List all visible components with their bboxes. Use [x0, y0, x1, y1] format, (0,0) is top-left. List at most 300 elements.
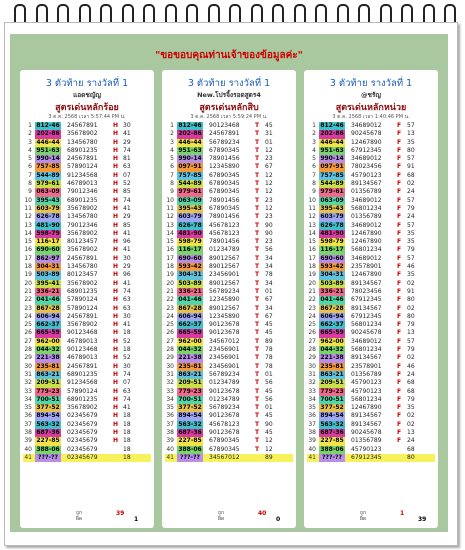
- formula-digits: 01356789: [351, 370, 382, 378]
- formula-digits: 79012346: [67, 188, 98, 196]
- row-index: 4: [312, 146, 316, 154]
- result-row: [165, 197, 293, 205]
- winning-number: 779-23: [320, 387, 344, 395]
- result-row: [165, 313, 293, 321]
- row-index: 14: [24, 229, 32, 237]
- row-index: 34: [24, 395, 32, 403]
- result-row: [307, 213, 435, 221]
- formula-pair: 45: [265, 428, 273, 436]
- formula-mark: F: [397, 221, 402, 229]
- winning-number: 116-17: [320, 246, 344, 254]
- formula-mark: T: [255, 180, 260, 188]
- winning-number: 687-36: [36, 428, 60, 436]
- formula-digits: 90123678: [209, 321, 240, 329]
- result-row: [307, 180, 435, 188]
- formula-digits: 01356789: [351, 188, 382, 196]
- row-index: 1: [170, 122, 174, 129]
- formula-digits: 35678902: [67, 130, 98, 138]
- formula-digits: 34567012: [209, 453, 240, 461]
- winning-number: 598-79: [36, 229, 60, 237]
- formula-mark: H: [113, 229, 119, 237]
- card-author: แอดชญัญ: [73, 91, 101, 99]
- formula-mark: T: [255, 321, 260, 329]
- row-index: 32: [166, 379, 174, 387]
- formula-mark: F: [397, 437, 402, 445]
- row-index: 23: [24, 304, 32, 312]
- row-index: 9: [28, 188, 32, 196]
- formula-mark: F: [397, 171, 402, 179]
- result-row: [165, 412, 293, 420]
- result-row: [307, 329, 435, 337]
- result-row: [307, 446, 435, 454]
- formula-pair: 90: [265, 420, 273, 428]
- formula-mark: F: [397, 263, 402, 271]
- row-index: 8: [312, 180, 316, 188]
- formula-mark: F: [397, 279, 402, 287]
- formula-pair: 29: [123, 213, 131, 221]
- formula-pair: 02: [407, 420, 415, 428]
- formula-mark: H: [113, 362, 119, 370]
- winning-number: 377-52: [178, 404, 202, 412]
- thanks-header: "ขอขอบคุณท่านเจ้าของข้อมูลค่ะ": [155, 50, 303, 61]
- formula-mark: T: [255, 404, 260, 412]
- formula-mark: F: [397, 379, 402, 387]
- formula-pair: 01: [265, 370, 273, 378]
- formula-mark: F: [397, 163, 402, 171]
- result-rows: [23, 122, 151, 462]
- formula-mark: H: [113, 337, 119, 345]
- row-index: 21: [166, 287, 174, 295]
- winning-number: 395-43: [320, 204, 344, 212]
- row-index: 26: [166, 329, 174, 337]
- row-index: 38: [166, 428, 174, 436]
- result-row: [23, 197, 151, 205]
- formula-digits: 02345679: [67, 412, 98, 420]
- formula-mark: T: [255, 395, 260, 403]
- result-row: [165, 205, 293, 213]
- result-rows: [165, 122, 293, 462]
- winning-number: 395-41: [36, 279, 60, 287]
- formula-pair: 79: [407, 246, 415, 254]
- winning-number: 812-46: [320, 122, 344, 129]
- formula-pair: 13: [407, 329, 415, 337]
- row-index: 10: [166, 196, 174, 204]
- formula-pair: 35: [407, 238, 415, 246]
- formula-pair: 12: [265, 146, 273, 154]
- formula-digits: 12467890: [351, 271, 382, 279]
- formula-pair: 96: [123, 271, 131, 279]
- formula-mark: F: [397, 304, 402, 312]
- formula-digits: 78023456: [351, 163, 382, 171]
- formula-card-hundreds: [20, 70, 154, 528]
- row-index: 27: [166, 337, 174, 345]
- card-footer: [20, 510, 154, 524]
- winning-number: 563-32: [320, 420, 344, 428]
- formula-mark: F: [397, 196, 402, 204]
- result-row: [23, 429, 151, 437]
- result-row: [23, 421, 151, 429]
- row-index: 25: [166, 321, 174, 329]
- result-row: [23, 437, 151, 445]
- winning-number: 377-52: [320, 404, 344, 412]
- formula-pair: 12: [265, 437, 273, 445]
- formula-pair: 41: [123, 404, 131, 412]
- hit-label: ถูก: [360, 510, 367, 516]
- result-row: [307, 412, 435, 420]
- card-author: New.โปรจิ้งรอดสูตร4: [197, 91, 261, 99]
- formula-mark: H: [113, 312, 119, 320]
- winning-number: 593-42: [178, 263, 202, 271]
- winning-number: 812-46: [178, 122, 202, 129]
- formula-mark: T: [255, 196, 260, 204]
- formula-mark: T: [255, 130, 260, 138]
- formula-mark: H: [113, 404, 119, 412]
- winning-number: 336-21: [320, 287, 344, 295]
- row-index: 33: [308, 387, 316, 395]
- formula-digits: 35678902: [67, 404, 98, 412]
- winning-number: 894-54: [178, 412, 202, 420]
- row-index: 41: [166, 453, 174, 461]
- row-index: 28: [308, 346, 316, 354]
- result-row: [23, 296, 151, 304]
- winning-number: 690-60: [178, 254, 202, 262]
- row-index: 19: [24, 271, 32, 279]
- row-index: 3: [170, 138, 174, 146]
- result-row: [307, 321, 435, 329]
- winning-number: 779-23: [36, 387, 60, 395]
- row-index: 15: [166, 238, 174, 246]
- result-row: [307, 305, 435, 313]
- formula-digits: 02345679: [67, 428, 98, 436]
- formula-digits: 90123678: [209, 412, 240, 420]
- formula-pair: 18: [123, 329, 131, 337]
- card-formula-name: สูตรเด่นหลักร้อย: [55, 103, 119, 113]
- result-row: [165, 354, 293, 362]
- result-row: [307, 222, 435, 230]
- formula-pair: 68: [407, 379, 415, 387]
- result-row: [165, 404, 293, 412]
- result-row: [23, 122, 151, 130]
- miss-label: ผิด: [360, 516, 367, 522]
- row-index: 22: [166, 296, 174, 304]
- row-index: 37: [166, 420, 174, 428]
- winning-number: 603-79: [320, 213, 344, 221]
- formula-digits: 79012346: [67, 221, 98, 229]
- winning-number: 606-94: [36, 312, 60, 320]
- row-index: 28: [24, 346, 32, 354]
- card-formula-name: สูตรเด่นหลักหน่วย: [335, 103, 407, 113]
- winning-number: 041-46: [320, 296, 344, 304]
- formula-pair: 78: [265, 346, 273, 354]
- formula-digits: 80123457: [67, 238, 98, 246]
- row-index: 3: [28, 138, 32, 146]
- result-row: [23, 155, 151, 163]
- result-row: [307, 388, 435, 396]
- formula-pair: 41: [123, 130, 131, 138]
- formula-pair: 68: [407, 171, 415, 179]
- result-row: [307, 255, 435, 263]
- winning-number: 626-78: [36, 213, 60, 221]
- formula-digits: 56801234: [351, 346, 382, 354]
- card-date: 3 ต.ค. 2568 เวลา 5:59:24 PM น.: [190, 114, 268, 120]
- winning-number: 951-63: [36, 146, 60, 154]
- winning-number: 700-51: [36, 395, 60, 403]
- formula-mark: F: [397, 238, 402, 246]
- formula-mark: T: [255, 238, 260, 246]
- formula-pair: 18: [123, 412, 131, 420]
- formula-pair: 78: [265, 362, 273, 370]
- row-index: 41: [308, 453, 316, 461]
- result-row: [307, 396, 435, 404]
- formula-pair: 57: [407, 254, 415, 262]
- formula-mark: H: [113, 238, 119, 246]
- winning-number: 867-28: [178, 304, 202, 312]
- result-row: [165, 130, 293, 138]
- formula-digits: 24567891: [67, 312, 98, 320]
- winning-number: 544-89: [178, 180, 202, 188]
- row-index: 16: [24, 246, 32, 254]
- row-index: 2: [28, 130, 32, 138]
- formula-pair: 85: [123, 221, 131, 229]
- formula-digits: 57890124: [67, 304, 98, 312]
- winning-number: 202-86: [178, 130, 202, 138]
- formula-digits: 01234789: [209, 379, 240, 387]
- result-row: [23, 139, 151, 147]
- formula-mark: F: [397, 204, 402, 212]
- row-index: 20: [308, 279, 316, 287]
- row-index: 33: [166, 387, 174, 395]
- formula-digits: 67912345: [351, 296, 382, 304]
- formula-digits: 90123678: [209, 329, 240, 337]
- row-index: 19: [166, 271, 174, 279]
- row-index: 24: [166, 312, 174, 320]
- row-index: 32: [308, 379, 316, 387]
- formula-mark: H: [113, 321, 119, 329]
- winning-number: 209-51: [178, 379, 202, 387]
- row-index: 21: [308, 287, 316, 295]
- winning-number: 336-21: [178, 287, 202, 295]
- winning-number: 563-32: [178, 420, 202, 428]
- result-row: [307, 296, 435, 304]
- winning-number: 867-28: [320, 304, 344, 312]
- formula-mark: T: [255, 155, 260, 163]
- formula-mark: H: [113, 171, 119, 179]
- winning-number: 862-97: [36, 254, 60, 262]
- winning-number: 116-17: [178, 246, 202, 254]
- formula-digits: 67890345: [209, 445, 240, 453]
- formula-mark: T: [255, 122, 260, 129]
- winning-number: 227-85: [36, 437, 60, 445]
- result-row: [165, 346, 293, 354]
- winning-number: 304-31: [36, 263, 60, 271]
- winning-number: 598-79: [320, 238, 344, 246]
- result-row: [165, 454, 293, 462]
- formula-mark: H: [113, 180, 119, 188]
- winning-number: 044-32: [178, 346, 202, 354]
- formula-pair: 13: [407, 428, 415, 436]
- result-row: [307, 205, 435, 213]
- card-formula-name: สูตรเด่นหลักสิบ: [199, 103, 259, 113]
- formula-digits: 45678123: [209, 229, 240, 237]
- result-row: [165, 172, 293, 180]
- formula-mark: F: [397, 213, 402, 221]
- formula-card-tens: [162, 70, 296, 528]
- formula-digits: 91234568: [67, 379, 98, 387]
- formula-mark: H: [113, 130, 119, 138]
- result-row: [307, 230, 435, 238]
- row-index: 30: [166, 362, 174, 370]
- formula-mark: H: [113, 304, 119, 312]
- formula-mark: F: [397, 337, 402, 345]
- formula-mark: T: [255, 171, 260, 179]
- result-row: [307, 130, 435, 138]
- row-index: 36: [166, 412, 174, 420]
- formula-digits: 78901456: [209, 238, 240, 246]
- row-index: 29: [308, 354, 316, 362]
- hit-label: ถูก: [76, 510, 83, 516]
- formula-pair: 01: [265, 138, 273, 146]
- hit-count: 1: [400, 510, 405, 517]
- formula-digits: 90123468: [67, 329, 98, 337]
- result-row: [307, 139, 435, 147]
- formula-mark: T: [255, 279, 260, 287]
- winning-number: 863-21: [36, 370, 60, 378]
- formula-digits: 01234789: [209, 246, 240, 254]
- formula-mark: F: [397, 412, 402, 420]
- row-index: 5: [312, 155, 316, 163]
- miss-label: ผิด: [76, 516, 83, 522]
- formula-pair: 12: [265, 180, 273, 188]
- result-row: [307, 379, 435, 387]
- formula-pair: 02: [407, 304, 415, 312]
- formula-pair: 78: [265, 271, 273, 279]
- formula-mark: T: [255, 412, 260, 420]
- formula-mark: H: [113, 296, 119, 304]
- formula-pair: 18: [123, 420, 131, 428]
- result-row: [23, 280, 151, 288]
- formula-pair: 68: [407, 387, 415, 395]
- winning-number: 503-89: [320, 279, 344, 287]
- formula-digits: 46789013: [67, 354, 98, 362]
- result-row: [23, 446, 151, 454]
- row-index: 41: [24, 453, 32, 461]
- formula-mark: T: [255, 346, 260, 354]
- formula-mark: H: [113, 271, 119, 279]
- row-index: 33: [24, 387, 32, 395]
- formula-digits: 56789234: [209, 370, 240, 378]
- formula-digits: 34689012: [351, 254, 382, 262]
- winning-number: 227-85: [178, 437, 202, 445]
- row-index: 39: [166, 437, 174, 445]
- result-row: [165, 388, 293, 396]
- result-row: [165, 246, 293, 254]
- row-index: 10: [24, 196, 32, 204]
- winning-number: 209-51: [36, 379, 60, 387]
- winning-number: 779-23: [178, 387, 202, 395]
- formula-pair: 29: [123, 263, 131, 271]
- formula-mark: T: [255, 437, 260, 445]
- formula-digits: 45790123: [351, 387, 382, 395]
- winning-number: 990-14: [36, 155, 60, 163]
- formula-digits: 56789234: [209, 138, 240, 146]
- row-index: 12: [24, 213, 32, 221]
- row-index: 8: [170, 180, 174, 188]
- formula-pair: 24: [407, 188, 415, 196]
- winning-number: 221-38: [320, 354, 344, 362]
- winning-number: 388-06: [178, 445, 202, 453]
- result-row: [23, 180, 151, 188]
- row-index: 37: [308, 420, 316, 428]
- formula-digits: 89012567: [209, 254, 240, 262]
- formula-pair: 79: [407, 204, 415, 212]
- row-index: 13: [24, 221, 32, 229]
- result-row: [23, 371, 151, 379]
- winning-number: 690-60: [36, 246, 60, 254]
- formula-pair: 12: [265, 445, 273, 453]
- result-row: [307, 155, 435, 163]
- row-index: 36: [24, 412, 32, 420]
- formula-digits: 12345890: [209, 312, 240, 320]
- row-index: 36: [308, 412, 316, 420]
- formula-mark: H: [113, 354, 119, 362]
- formula-digits: 45678123: [209, 221, 240, 229]
- result-row: [307, 346, 435, 354]
- row-index: 2: [312, 130, 316, 138]
- row-index: 1: [312, 122, 316, 129]
- row-index: 4: [28, 146, 32, 154]
- row-index: 22: [24, 296, 32, 304]
- result-row: [23, 205, 151, 213]
- formula-pair: 80: [407, 453, 415, 461]
- winning-number: 598-79: [178, 238, 202, 246]
- formula-mark: F: [397, 362, 402, 370]
- formula-pair: 23: [265, 238, 273, 246]
- formula-digits: 23456901: [209, 354, 240, 362]
- formula-pair: 57: [407, 337, 415, 345]
- formula-digits: 78023456: [351, 287, 382, 295]
- formula-pair: 12: [265, 171, 273, 179]
- result-row: [165, 371, 293, 379]
- formula-pair: 79: [407, 321, 415, 329]
- result-row: [23, 329, 151, 337]
- result-row: [165, 288, 293, 296]
- formula-digits: 12345890: [209, 296, 240, 304]
- winning-number: 481-90: [36, 221, 60, 229]
- row-index: 7: [312, 171, 316, 179]
- result-row: [307, 354, 435, 362]
- formula-digits: 67890345: [209, 180, 240, 188]
- formula-pair: 80: [407, 312, 415, 320]
- formula-pair: 30: [123, 362, 131, 370]
- result-row: [23, 404, 151, 412]
- formula-digits: 56789234: [209, 287, 240, 295]
- result-row: [307, 197, 435, 205]
- winning-number: 979-61: [36, 180, 60, 188]
- winning-number: 626-78: [178, 221, 202, 229]
- formula-mark: T: [255, 229, 260, 237]
- row-index: 30: [24, 362, 32, 370]
- formula-pair: 45: [265, 122, 273, 129]
- formula-pair: 79: [407, 395, 415, 403]
- winning-number: 990-14: [320, 155, 344, 163]
- formula-pair: 41: [123, 321, 131, 329]
- formula-digits: 56801234: [351, 321, 382, 329]
- winning-number: 044-32: [36, 346, 60, 354]
- formula-mark: T: [255, 204, 260, 212]
- result-row: [307, 147, 435, 155]
- formula-mark: H: [113, 155, 119, 163]
- formula-pair: 18: [123, 445, 131, 453]
